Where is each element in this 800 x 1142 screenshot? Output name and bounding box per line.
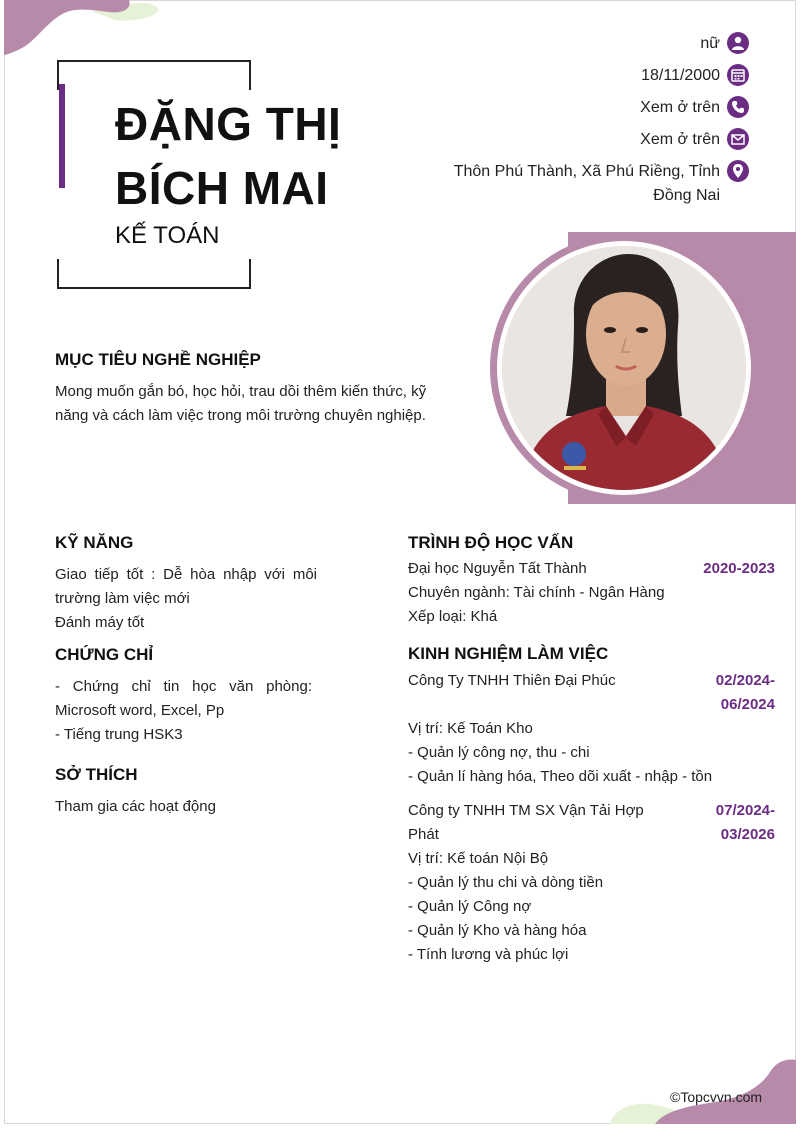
job-2-details	[408, 847, 748, 967]
location-icon	[727, 160, 749, 182]
job-2-detail: - Tính lương và phúc lợi	[408, 946, 569, 963]
calendar-icon	[727, 64, 749, 86]
certificates-title: CHỨNG CHỈ	[55, 645, 154, 664]
skills-line-1: Giao tiếp tốt : Dễ hòa nhập với môi	[55, 566, 317, 583]
skills-text	[55, 563, 317, 635]
name-line-2: BÍCH MAI	[115, 162, 329, 214]
job-2-date-end: 03/2026	[720, 826, 775, 843]
education-grade: Xếp loại: Khá	[408, 608, 498, 625]
address-line-1: Thôn Phú Thành, Xã Phú Riềng, Tỉnh	[453, 163, 720, 180]
name-accent-bar	[59, 84, 65, 188]
job-1-detail: - Quản lí hàng hóa, Theo dõi xuất - nhập - tồn	[408, 768, 713, 785]
objective-title: MỤC TIÊU NGHỀ NGHIỆP	[55, 350, 261, 369]
objective-line-1: Mong muốn gắn bó, học hỏi, trau dồi thêm kiến thức, kỹ	[55, 383, 427, 400]
objective-text	[55, 380, 465, 428]
person-icon	[727, 32, 749, 54]
education-date: 2020-2023	[703, 560, 775, 577]
contact-email: Xem ở trên	[640, 131, 720, 148]
contact-phone: Xem ở trên	[640, 99, 720, 116]
job-1-details	[408, 717, 748, 789]
name-frame-right-bottom	[249, 259, 251, 289]
job-2-company-line-1: Công ty TNHH TM SX Vận Tải Hợp	[408, 802, 644, 819]
job-2-date-start: 07/2024-	[715, 802, 775, 819]
skills-title: KỸ NĂNG	[55, 533, 134, 552]
job-2-detail: - Quản lý Kho và hàng hóa	[408, 922, 587, 939]
job-1-detail: Vị trí: Kế Toán Kho	[408, 720, 533, 737]
certificates-line-3: - Tiếng trung HSK3	[55, 726, 183, 743]
job-2-date	[716, 799, 775, 847]
certificates-line-1: - Chứng chỉ tin học văn phòng:	[55, 678, 312, 695]
name-frame-top	[57, 60, 251, 62]
contact-birthday: 18/11/2000	[641, 67, 720, 84]
email-icon	[727, 128, 749, 150]
profile-photo	[502, 246, 746, 490]
education-major: Chuyên ngành: Tài chính - Ngân Hàng	[408, 584, 665, 601]
education-school: Đại học Nguyễn Tất Thành	[408, 560, 587, 577]
job-2-company	[408, 799, 688, 847]
contact-address	[454, 160, 720, 208]
decorative-blob-top-left	[4, 0, 164, 60]
contact-gender: nữ	[700, 35, 720, 52]
job-2-company-line-2: Phát	[408, 826, 439, 843]
job-title: KẾ TOÁN	[115, 222, 220, 249]
name-frame-bottom	[57, 287, 251, 289]
hobbies-title: SỞ THÍCH	[55, 765, 138, 784]
name-line-1: ĐẶNG THỊ	[115, 98, 342, 150]
phone-icon	[727, 96, 749, 118]
job-1-date	[716, 669, 775, 717]
address-line-2: Đồng Nai	[653, 187, 720, 204]
job-1-date-end: 06/2024	[720, 696, 775, 713]
job-2-detail: Vị trí: Kế toán Nội Bộ	[408, 850, 549, 867]
footer-credit: ©Topcvvn.com	[670, 1089, 763, 1105]
certificates-text	[55, 675, 312, 747]
skills-line-3: Đánh máy tốt	[55, 614, 145, 631]
skills-line-2: trường làm việc mới	[55, 590, 190, 607]
objective-line-2: năng và cách làm việc trong môi trường chuyên nghiệp.	[55, 407, 426, 424]
name-frame-right-top	[249, 60, 251, 90]
certificates-line-2: Microsoft word, Excel, Pp	[55, 702, 225, 719]
name-frame-left-bottom	[57, 259, 59, 289]
education-title: TRÌNH ĐỘ HỌC VẤN	[408, 533, 574, 552]
job-2-detail: - Quản lý Công nợ	[408, 898, 532, 915]
job-1-company: Công Ty TNHH Thiên Đại Phúc	[408, 672, 616, 689]
job-1-detail: - Quản lý công nợ, thu - chi	[408, 744, 590, 761]
job-2-detail: - Quản lý thu chi và dòng tiền	[408, 874, 604, 891]
candidate-name	[115, 92, 415, 220]
job-1-date-start: 02/2024-	[715, 672, 775, 689]
experience-title: KINH NGHIỆM LÀM VIỆC	[408, 644, 609, 663]
hobbies-text: Tham gia các hoạt động	[55, 798, 216, 815]
